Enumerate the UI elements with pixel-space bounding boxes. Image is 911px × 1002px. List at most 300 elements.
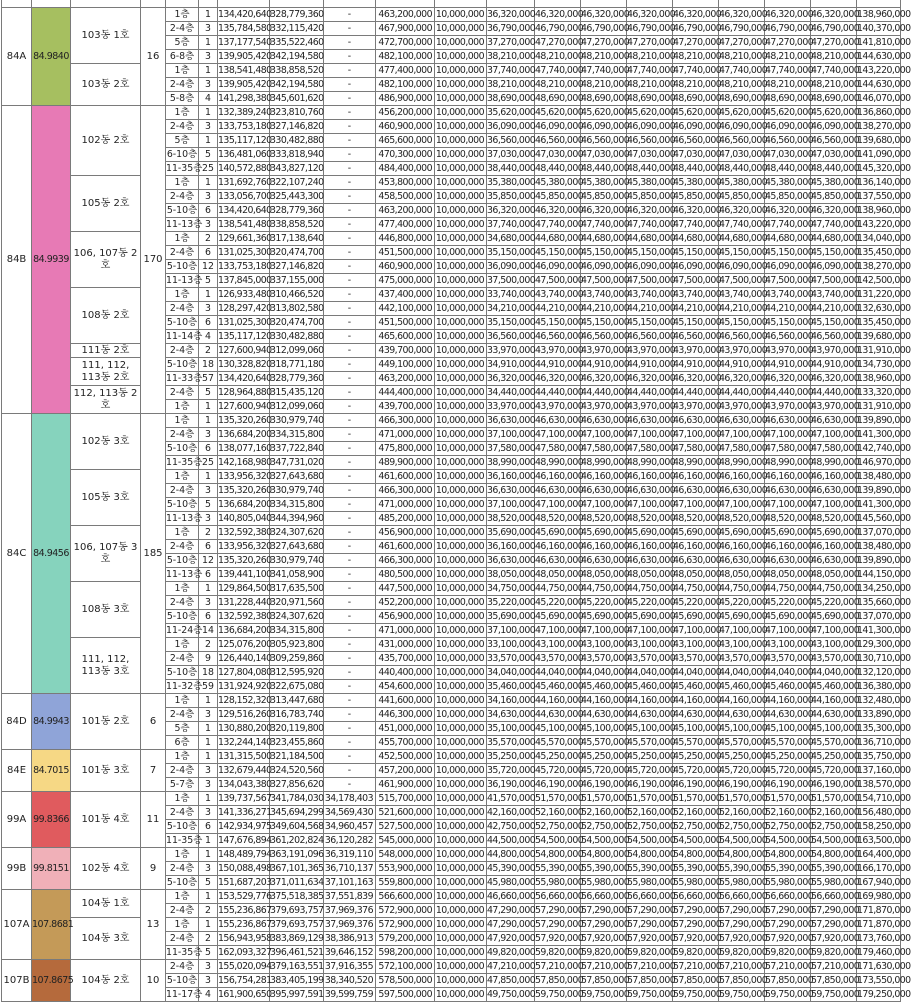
pay-cell-3: 44,680,000	[581, 233, 630, 244]
pay-cell-4: 47,100,000	[627, 429, 676, 440]
pay-cell-6: 43,100,000	[719, 639, 768, 650]
pay-cell-3: 46,090,000	[581, 121, 630, 132]
count-cell: 3	[199, 218, 218, 232]
pay-cell-6: 44,040,000	[719, 667, 768, 678]
pay-cell-4: 47,270,000	[627, 37, 676, 48]
pay-cell-5: 52,160,000	[673, 807, 722, 818]
balance-cell: 138,570,000	[857, 779, 911, 790]
price-cell: 548,000,000	[376, 848, 435, 862]
deposit-cell: 10,000,000	[435, 456, 487, 470]
pay-cell-5: 45,720,000	[673, 765, 722, 776]
dong-ho-cell: 102동 3호	[71, 414, 141, 470]
pay-cell-5: 46,560,000	[673, 331, 722, 342]
pay-cell-3: 45,380,000	[581, 177, 630, 188]
pay-cell-1: 35,220,000	[487, 597, 536, 608]
pay-cell-6: 48,520,000	[719, 513, 768, 524]
num-cell-2: 313,802,580	[270, 303, 324, 314]
pay-cell-6: 46,090,000	[719, 261, 768, 272]
deposit-cell: 10,000,000	[435, 932, 487, 946]
num-cell-2: 395,997,591	[270, 989, 324, 1000]
pay-cell-4: 46,320,000	[627, 205, 676, 216]
pay-cell-3: 57,210,000	[581, 961, 630, 972]
num-cell-1: 132,679,440	[218, 765, 272, 776]
dong-ho-cell: 105동 2호	[71, 176, 141, 232]
deposit-cell: 10,000,000	[435, 358, 487, 372]
deposit-cell: 10,000,000	[435, 50, 487, 64]
num-cell-2: 367,101,365	[270, 863, 324, 874]
balance-cell: 139,890,000	[857, 415, 911, 426]
pay-cell-3: 45,250,000	[581, 751, 630, 762]
num-cell-3: -	[324, 246, 376, 260]
num-cell-3: -	[324, 344, 376, 358]
pay-cell-3: 46,160,000	[581, 541, 630, 552]
price-cell: 461,900,000	[376, 778, 435, 792]
pay-cell-1: 37,580,000	[487, 443, 536, 454]
pay-cell-5: 48,440,000	[673, 163, 722, 174]
pay-cell-4: 44,440,000	[627, 387, 676, 398]
pay-cell-4: 47,500,000	[627, 275, 676, 286]
pay-cell-1: 42,160,000	[487, 807, 536, 818]
pay-cell-1: 47,850,000	[487, 975, 536, 986]
pay-cell-6: 44,160,000	[719, 695, 768, 706]
price-cell: 460,900,000	[376, 120, 435, 134]
unit-count-cell: 16	[141, 8, 166, 106]
pay-cell-2: 47,100,000	[535, 499, 584, 510]
pay-cell-6: 47,740,000	[719, 65, 768, 76]
pay-cell-4: 45,620,000	[627, 107, 676, 118]
num-cell-2: 341,784,030	[270, 793, 324, 804]
balance-cell: 179,460,000	[857, 947, 911, 958]
num-cell-1: 132,592,380	[218, 611, 272, 622]
unit-type-cell: 84B	[2, 106, 32, 414]
pay-cell-1: 37,270,000	[487, 37, 536, 48]
price-cell: 453,800,000	[376, 176, 435, 190]
count-cell: 1	[199, 64, 218, 78]
floor-cell: 1층	[166, 176, 199, 190]
pay-cell-4: 43,100,000	[627, 639, 676, 650]
pay-cell-3: 44,750,000	[581, 583, 630, 594]
pay-cell-8: 46,630,000	[811, 415, 860, 426]
num-cell-1: 133,956,320	[218, 471, 272, 482]
floor-cell: 5-10층	[166, 555, 198, 566]
pay-cell-8: 44,210,000	[811, 303, 860, 314]
table-row	[2, 386, 901, 400]
price-cell: 461,600,000	[376, 470, 435, 484]
pay-cell-1: 36,090,000	[487, 121, 536, 132]
pay-cell-1: 38,210,000	[487, 51, 536, 62]
count-cell: 2	[199, 932, 218, 946]
pay-cell-7: 46,630,000	[765, 555, 814, 566]
count-cell: 3	[199, 708, 218, 722]
pay-cell-7: 45,150,000	[765, 317, 814, 328]
pay-cell-3: 48,990,000	[581, 457, 630, 468]
pay-cell-5: 43,970,000	[673, 401, 722, 412]
deposit-cell: 10,000,000	[435, 302, 487, 316]
pay-cell-4: 45,250,000	[627, 751, 676, 762]
pay-cell-8: 47,580,000	[811, 443, 860, 454]
floor-cell: 5-7층	[166, 778, 199, 792]
floor-cell: 1층	[166, 750, 199, 764]
num-cell-2: 320,474,700	[270, 247, 324, 258]
pay-cell-4: 46,560,000	[627, 135, 676, 146]
floor-cell: 6층	[166, 736, 199, 750]
pay-cell-4: 59,820,000	[627, 947, 676, 958]
price-cell: 455,700,000	[376, 736, 435, 750]
pay-cell-7: 48,520,000	[765, 513, 814, 524]
dong-ho-cell: 108동 2호	[71, 288, 141, 344]
num-cell-2: 320,971,560	[270, 597, 324, 608]
price-cell: 463,200,000	[376, 372, 435, 386]
deposit-cell: 10,000,000	[435, 876, 487, 890]
pay-cell-6: 45,570,000	[719, 737, 768, 748]
pay-cell-3: 45,720,000	[581, 765, 630, 776]
deposit-cell: 10,000,000	[435, 568, 487, 582]
num-cell-2: 322,107,240	[270, 177, 324, 188]
floor-cell: 2-4층	[166, 960, 199, 974]
pay-cell-2: 59,750,000	[535, 989, 584, 1000]
pay-cell-7: 44,440,000	[765, 387, 814, 398]
num-cell-3: -	[324, 498, 376, 512]
floor-cell: 2-4층	[166, 862, 199, 876]
pay-cell-5: 45,150,000	[673, 317, 722, 328]
pay-cell-4: 45,150,000	[627, 317, 676, 328]
pay-cell-8: 47,740,000	[811, 65, 860, 76]
deposit-cell: 10,000,000	[435, 694, 487, 708]
floor-cell: 11-35층	[166, 947, 203, 958]
count-cell: 3	[199, 862, 218, 876]
pay-cell-2: 57,210,000	[535, 961, 584, 972]
pay-cell-6: 46,630,000	[719, 415, 768, 426]
floor-cell: 1층	[166, 694, 199, 708]
pay-cell-6: 44,750,000	[719, 583, 768, 594]
pay-cell-6: 46,320,000	[719, 373, 768, 384]
pay-cell-2: 51,570,000	[535, 793, 584, 804]
pay-cell-4: 44,040,000	[627, 667, 676, 678]
pay-cell-5: 48,210,000	[673, 51, 722, 62]
price-cell: 461,600,000	[376, 540, 435, 554]
price-cell: 471,000,000	[376, 498, 435, 512]
price-cell: 435,700,000	[376, 652, 435, 666]
pay-cell-8: 45,850,000	[811, 191, 860, 202]
pay-cell-3: 46,160,000	[581, 471, 630, 482]
count-cell: 2	[199, 344, 218, 358]
num-cell-3: -	[324, 652, 376, 666]
pay-cell-1: 33,970,000	[487, 401, 536, 412]
pay-cell-1: 45,980,000	[487, 877, 536, 888]
price-cell: 471,000,000	[376, 624, 435, 638]
num-cell-1: 162,093,327	[218, 947, 272, 958]
pay-cell-1: 37,740,000	[487, 219, 536, 230]
balance-cell: 132,480,000	[857, 695, 911, 706]
num-cell-1: 131,692,760	[218, 177, 272, 188]
num-cell-3: -	[324, 330, 376, 344]
count-cell: 5	[199, 946, 218, 960]
balance-cell: 137,070,000	[857, 611, 911, 622]
balance-cell: 138,960,000	[857, 205, 911, 216]
pay-cell-5: 59,820,000	[673, 947, 722, 958]
pay-cell-3: 46,560,000	[581, 331, 630, 342]
num-cell-2: 361,202,824	[270, 835, 324, 846]
unit-type-cell: 84C	[2, 414, 32, 694]
pay-cell-8: 46,160,000	[811, 471, 860, 482]
pay-cell-2: 56,660,000	[535, 891, 584, 902]
pay-cell-8: 57,920,000	[811, 933, 860, 944]
count-cell: 3	[199, 974, 218, 988]
balance-cell: 137,550,000	[857, 191, 911, 202]
floor-cell: 1층	[166, 400, 199, 414]
deposit-cell: 10,000,000	[435, 498, 487, 512]
pay-cell-8: 46,190,000	[811, 779, 860, 790]
pay-cell-7: 52,750,000	[765, 821, 814, 832]
num-cell-3: -	[324, 414, 376, 428]
pay-cell-6: 48,690,000	[719, 93, 768, 104]
area-cell: 84.9840	[32, 8, 71, 106]
count-cell: 3	[199, 190, 218, 204]
pay-cell-3: 54,500,000	[581, 835, 630, 846]
balance-cell: 138,270,000	[857, 261, 911, 272]
balance-cell: 136,860,000	[857, 107, 911, 118]
price-table-body	[2, 0, 911, 1002]
pay-cell-7: 46,560,000	[765, 331, 814, 342]
deposit-cell: 10,000,000	[435, 820, 487, 834]
pay-cell-6: 56,660,000	[719, 891, 768, 902]
pay-cell-5: 57,290,000	[673, 905, 722, 916]
pay-cell-2: 43,970,000	[535, 345, 584, 356]
pay-cell-6: 47,030,000	[719, 149, 768, 160]
pay-cell-8: 45,380,000	[811, 177, 860, 188]
dong-ho-cell: 111, 112, 113동 2호	[71, 358, 141, 386]
num-cell-2: 347,731,020	[270, 457, 324, 468]
pay-cell-6: 46,090,000	[719, 121, 768, 132]
pay-cell-1: 47,920,000	[487, 933, 536, 944]
num-cell-3: 39,599,759	[324, 988, 376, 1002]
deposit-cell: 10,000,000	[435, 904, 487, 918]
unit-type-cell: 84A	[2, 8, 32, 106]
floor-cell: 2-4층	[166, 932, 199, 946]
pay-cell-1: 36,560,000	[487, 331, 536, 342]
num-cell-2: 396,461,521	[270, 947, 324, 958]
pay-cell-5: 52,750,000	[673, 821, 722, 832]
pay-cell-2: 55,980,000	[535, 877, 584, 888]
num-cell-2: 332,115,420	[270, 23, 324, 34]
deposit-cell: 10,000,000	[435, 750, 487, 764]
pay-cell-5: 45,850,000	[673, 191, 722, 202]
pay-cell-7: 59,750,000	[765, 989, 814, 1000]
floor-cell: 1층	[166, 64, 199, 78]
num-cell-1: 137,845,000	[218, 275, 272, 286]
count-cell: 5	[199, 498, 218, 512]
price-cell: 446,800,000	[376, 232, 435, 246]
pay-cell-5: 46,790,000	[673, 23, 722, 34]
pay-cell-1: 36,090,000	[487, 261, 536, 272]
dong-ho-cell: 105동 3호	[71, 470, 141, 526]
pay-cell-8: 55,390,000	[811, 863, 860, 874]
pay-cell-5: 45,100,000	[673, 723, 722, 734]
price-cell: 477,400,000	[376, 218, 435, 232]
num-cell-2: 315,435,120	[270, 387, 324, 398]
pay-cell-2: 57,920,000	[535, 933, 584, 944]
unit-count-cell: 10	[141, 960, 166, 1002]
pay-cell-7: 44,910,000	[765, 359, 814, 370]
pay-cell-7: 54,500,000	[765, 835, 814, 846]
price-cell: 597,500,000	[376, 988, 435, 1002]
pay-cell-4: 57,290,000	[627, 905, 676, 916]
pay-cell-6: 46,320,000	[719, 9, 768, 20]
num-cell-3: -	[324, 22, 376, 36]
dong-ho-cell: 104동 1호	[71, 890, 141, 918]
pay-cell-2: 44,910,000	[535, 359, 584, 370]
pay-cell-4: 45,690,000	[627, 527, 676, 538]
pay-cell-2: 48,520,000	[535, 513, 584, 524]
deposit-cell: 10,000,000	[435, 862, 487, 876]
pay-cell-6: 52,750,000	[719, 821, 768, 832]
pay-cell-3: 59,820,000	[581, 947, 630, 958]
pay-cell-3: 45,150,000	[581, 317, 630, 328]
pay-cell-2: 45,100,000	[535, 723, 584, 734]
floor-cell: 1층	[166, 848, 199, 862]
count-cell: 1	[199, 750, 218, 764]
pay-cell-7: 43,740,000	[765, 289, 814, 300]
floor-cell: 11-13층	[166, 275, 203, 286]
pay-cell-3: 46,320,000	[581, 373, 630, 384]
floor-cell: 2-4층	[166, 596, 199, 610]
area-cell: 107.8681	[32, 890, 71, 960]
floor-cell: 11-33층	[166, 373, 203, 384]
pay-cell-2: 45,850,000	[535, 191, 584, 202]
pay-cell-1: 35,100,000	[487, 723, 536, 734]
num-cell-3: 36,319,110	[324, 848, 376, 862]
pay-cell-3: 59,750,000	[581, 989, 630, 1000]
num-cell-1: 130,880,200	[218, 723, 272, 734]
pay-cell-7: 57,290,000	[765, 905, 814, 916]
pay-cell-4: 57,850,000	[627, 975, 676, 986]
pay-cell-5: 57,850,000	[673, 975, 722, 986]
pay-cell-6: 52,160,000	[719, 807, 768, 818]
num-cell-1: 156,943,958	[218, 933, 272, 944]
deposit-cell: 10,000,000	[435, 428, 487, 442]
floor-cell: 5-10층	[166, 975, 198, 986]
deposit-cell: 10,000,000	[435, 260, 487, 274]
pay-cell-4: 57,210,000	[627, 961, 676, 972]
num-cell-1: 137,177,540	[218, 37, 272, 48]
pay-cell-2: 46,190,000	[535, 779, 584, 790]
num-cell-2: 345,694,299	[270, 807, 324, 818]
num-cell-3: -	[324, 176, 376, 190]
pay-cell-3: 46,630,000	[581, 485, 630, 496]
num-cell-3: -	[324, 610, 376, 624]
pay-cell-1: 38,210,000	[487, 79, 536, 90]
pay-cell-2: 54,500,000	[535, 835, 584, 846]
pay-cell-2: 48,210,000	[535, 51, 584, 62]
pay-cell-8: 43,570,000	[811, 653, 860, 664]
price-cell: 466,300,000	[376, 414, 435, 428]
pay-cell-5: 47,100,000	[673, 499, 722, 510]
pay-cell-4: 43,970,000	[627, 345, 676, 356]
area-cell: 84.9939	[32, 106, 71, 414]
num-cell-2: 334,315,800	[270, 429, 324, 440]
pay-cell-3: 55,980,000	[581, 877, 630, 888]
pay-cell-2: 57,290,000	[535, 905, 584, 916]
num-cell-2: 383,869,129	[270, 933, 324, 944]
pay-cell-2: 46,560,000	[535, 135, 584, 146]
pay-cell-5: 44,040,000	[673, 667, 722, 678]
pay-cell-7: 43,970,000	[765, 401, 814, 412]
balance-cell: 138,480,000	[857, 471, 911, 482]
balance-cell: 141,300,000	[857, 625, 911, 636]
pay-cell-3: 47,100,000	[581, 625, 630, 636]
pay-cell-6: 47,100,000	[719, 625, 768, 636]
balance-cell: 137,160,000	[857, 765, 911, 776]
num-cell-1: 136,481,060	[218, 149, 272, 160]
pay-cell-1: 34,440,000	[487, 387, 536, 398]
pay-cell-8: 45,250,000	[811, 751, 860, 762]
pay-cell-7: 47,100,000	[765, 499, 814, 510]
price-cell: 463,200,000	[376, 204, 435, 218]
price-cell: 475,800,000	[376, 442, 435, 456]
pay-cell-1: 38,520,000	[487, 513, 536, 524]
pay-cell-3: 46,630,000	[581, 555, 630, 566]
balance-cell: 136,140,000	[857, 177, 911, 188]
deposit-cell: 10,000,000	[435, 988, 487, 1002]
table-row	[2, 64, 901, 78]
pay-cell-2: 46,630,000	[535, 415, 584, 426]
pay-cell-1: 36,630,000	[487, 485, 536, 496]
pay-cell-5: 47,030,000	[673, 149, 722, 160]
pay-cell-2: 44,040,000	[535, 667, 584, 678]
num-cell-2: 321,184,500	[270, 751, 324, 762]
floor-cell: 2-4층	[166, 22, 199, 36]
pay-cell-6: 57,850,000	[719, 975, 768, 986]
pay-cell-4: 47,100,000	[627, 625, 676, 636]
pay-cell-7: 47,030,000	[765, 149, 814, 160]
pay-cell-2: 45,690,000	[535, 527, 584, 538]
pay-cell-4: 45,690,000	[627, 611, 676, 622]
pay-cell-3: 44,440,000	[581, 387, 630, 398]
pay-cell-2: 57,290,000	[535, 919, 584, 930]
num-cell-2: 337,722,840	[270, 443, 324, 454]
pay-cell-8: 44,910,000	[811, 359, 860, 370]
pay-cell-6: 48,210,000	[719, 79, 768, 90]
pay-cell-2: 48,210,000	[535, 79, 584, 90]
dong-ho-cell: 112, 113동 2호	[71, 386, 141, 414]
floor-cell: 1층	[166, 792, 199, 806]
deposit-cell: 10,000,000	[435, 652, 487, 666]
pay-cell-6: 44,630,000	[719, 709, 768, 720]
pay-cell-1: 49,750,000	[487, 989, 536, 1000]
pay-cell-6: 57,920,000	[719, 933, 768, 944]
deposit-cell: 10,000,000	[435, 204, 487, 218]
pay-cell-7: 45,250,000	[765, 751, 814, 762]
balance-cell: 133,890,000	[857, 709, 911, 720]
pay-cell-6: 45,620,000	[719, 107, 768, 118]
pay-cell-4: 47,580,000	[627, 443, 676, 454]
table-row	[2, 176, 901, 190]
pay-cell-2: 45,380,000	[535, 177, 584, 188]
pay-cell-1: 34,680,000	[487, 233, 536, 244]
pay-cell-1: 47,210,000	[487, 961, 536, 972]
pay-cell-5: 46,160,000	[673, 471, 722, 482]
num-cell-3: -	[324, 540, 376, 554]
num-cell-2: 343,827,120	[270, 163, 324, 174]
pay-cell-1: 34,210,000	[487, 303, 536, 314]
pay-cell-6: 47,740,000	[719, 219, 768, 230]
floor-cell: 1층	[166, 8, 199, 22]
pay-cell-8: 46,320,000	[811, 9, 860, 20]
pay-cell-5: 46,190,000	[673, 779, 722, 790]
pay-cell-4: 52,160,000	[627, 807, 676, 818]
dong-ho-cell: 104동 2호	[71, 960, 141, 1002]
pay-cell-7: 45,150,000	[765, 247, 814, 258]
